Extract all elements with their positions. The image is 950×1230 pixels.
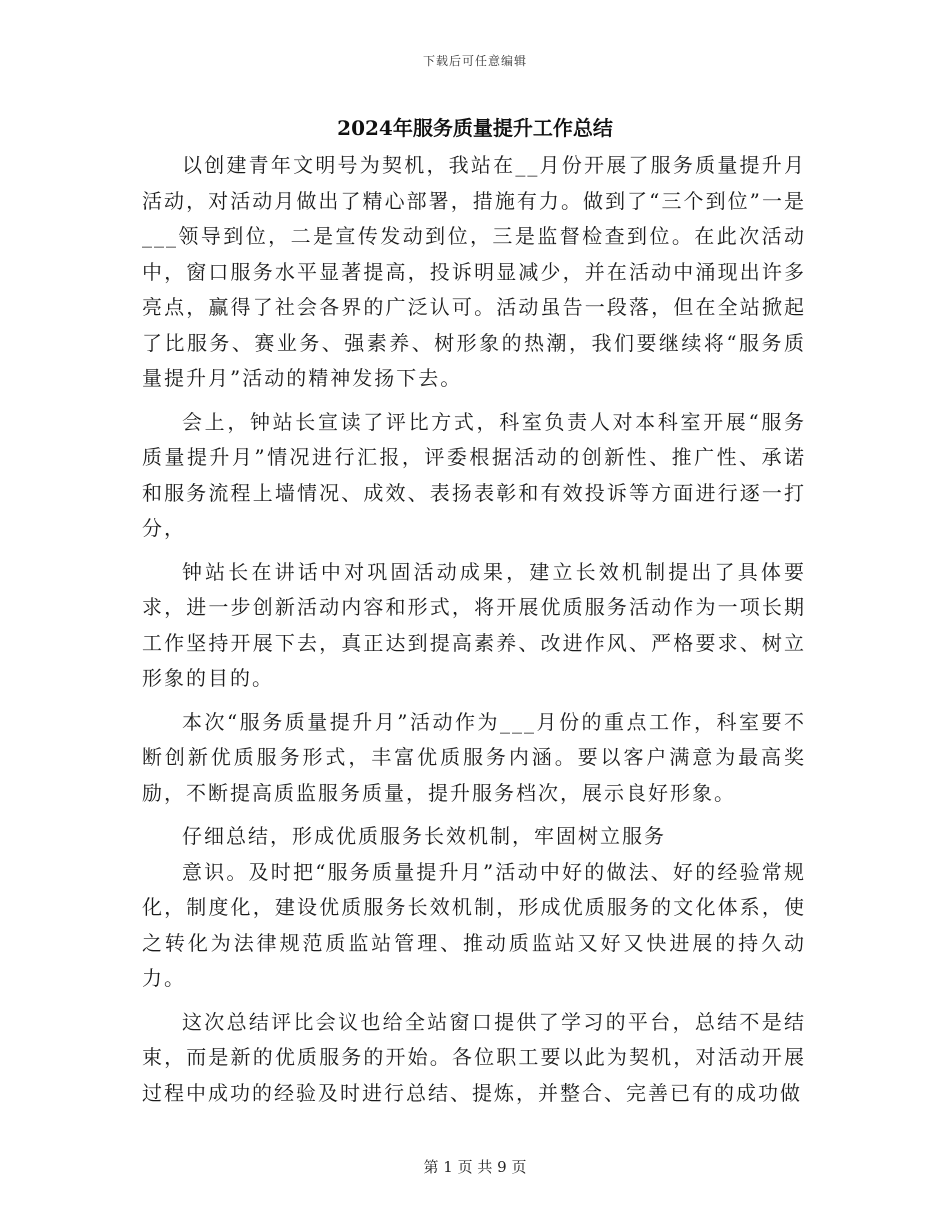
paragraph-5: 仔细总结，形成优质服务长效机制，牢固树立服务 xyxy=(182,824,666,848)
paragraph-3: 钟站长在讲话中对巩固活动成果，建立长效机制提出了具体要求，进一步创新活动内容和形式，将开展优质服务活动作为一项长期工作坚持开展下去，真正达到提高素养、改进作风、严格要求、树立形象的目的。 xyxy=(142,559,806,690)
document-body xyxy=(142,148,806,1119)
header-note: 下载后可任意编辑 xyxy=(422,54,527,68)
paragraph-1: 以创建青年文明号为契机，我站在__月份开展了服务质量提升月活动，对活动月做出了精心部署，措施有力。做到了“三个到位”一是___领导到位，二是宣传发动到位，三是监督检查到位。在此次活动中，窗口服务水平显著提高，投诉明显减少，并在活动中涌现出许多亮点，赢得了社会各界的广泛认可。活动虽告一段落，但在全站掀起了比服务、赛业务、强素养、树形象的热潮，我们要继续将“服务质量提升月”活动的精神发扬下去。 xyxy=(142,153,806,390)
paragraph-7: 这次总结评比会议也给全站窗口提供了学习的平台，总结不是结束，而是新的优质服务的开始。各位职工要以此为契机，对活动开展过程中成功的经验及时进行总结、提炼，并整合、完善已有的成功做 xyxy=(142,1009,806,1105)
paragraph-4: 本次“服务质量提升月”活动作为___月份的重点工作，科室要不断创新优质服务形式，丰富优质服务内涵。要以客户满意为最高奖励，不断提高质监服务质量，提升服务档次，展示良好形象。 xyxy=(142,709,806,805)
paragraph-2: 会上，钟站长宣读了评比方式，科室负责人对本科室开展“服务质量提升月”情况进行汇报，评委根据活动的创新性、推广性、承诺和服务流程上墙情况、成效、表扬表彰和有效投诉等方面进行逐一打分， xyxy=(142,409,806,540)
document-title: 2024年服务质量提升工作总结 xyxy=(337,116,613,140)
page-number: 第 1 页 共 9 页 xyxy=(423,1158,527,1176)
paragraph-6: 意识。及时把“服务质量提升月”活动中好的做法、好的经验常规化，制度化，建设优质服务长效机制，形成优质服务的文化体系，使之转化为法律规范质监站管理、推动质监站又好又快进展的持久动力。 xyxy=(142,859,806,990)
